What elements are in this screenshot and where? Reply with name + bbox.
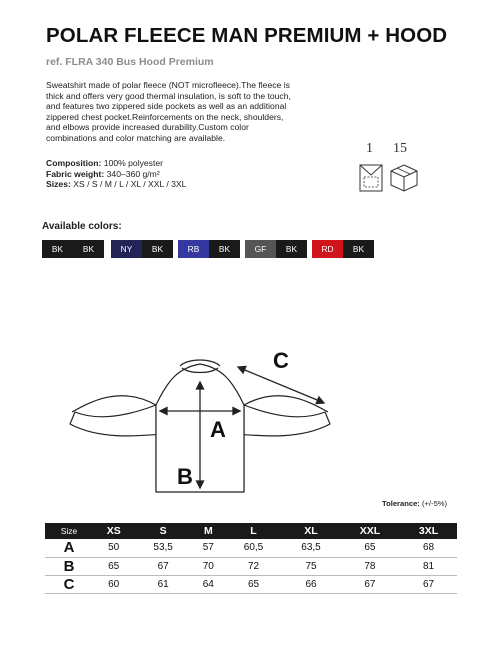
garment-measurement-diagram: [60, 340, 340, 500]
size-header-cell: L: [225, 523, 283, 539]
table-cell: 81: [400, 557, 457, 575]
table-row: [45, 557, 457, 575]
product-reference: ref. FLRA 340 Bus Hood Premium: [46, 56, 214, 68]
spec-composition: [46, 158, 186, 169]
tolerance-label: Tolerance:: [382, 499, 420, 508]
table-cell: 75: [282, 557, 340, 575]
poly-bag-icon: [358, 163, 384, 193]
table-cell: 72: [225, 557, 283, 575]
size-header-cell: XXL: [340, 523, 400, 539]
table-cell: 78: [340, 557, 400, 575]
color-swatch-gf[interactable]: [245, 240, 307, 258]
color-swatch-main: GF: [245, 240, 276, 258]
size-header-cell: XS: [93, 523, 134, 539]
color-swatch-accent: BK: [276, 240, 307, 258]
carton-box-icon: [389, 163, 419, 193]
table-cell: 64: [192, 575, 225, 593]
table-cell: 60: [93, 575, 134, 593]
row-label: C: [45, 575, 93, 593]
size-header-cell: M: [192, 523, 225, 539]
spec-sizes-label: Sizes:: [46, 179, 71, 190]
color-swatch-accent: BK: [209, 240, 240, 258]
color-swatch-accent: BK: [343, 240, 374, 258]
color-swatch-accent: BK: [73, 240, 104, 258]
spec-weight-value: 340–360 g/m²: [106, 168, 160, 179]
color-swatch-rd[interactable]: [312, 240, 374, 258]
size-header-cell: XL: [282, 523, 340, 539]
table-cell: 53,5: [134, 539, 192, 557]
size-header-cell: 3XL: [400, 523, 457, 539]
table-cell: 57: [192, 539, 225, 557]
table-row: [45, 575, 457, 593]
color-swatch-main: BK: [42, 240, 73, 258]
table-cell: 65: [93, 557, 134, 575]
spec-weight-label: Fabric weight:: [46, 168, 105, 179]
table-cell: 67: [134, 557, 192, 575]
size-chart-table: [45, 523, 457, 594]
spec-weight: [46, 169, 186, 180]
table-cell: 70: [192, 557, 225, 575]
table-cell: 61: [134, 575, 192, 593]
spec-list: [46, 158, 186, 190]
color-swatch-accent: BK: [142, 240, 173, 258]
table-cell: 60,5: [225, 539, 283, 557]
available-colors-label: Available colors:: [42, 221, 122, 232]
tolerance-note: [382, 499, 447, 508]
table-cell: 67: [400, 575, 457, 593]
table-cell: 65: [340, 539, 400, 557]
size-header-cell: S: [134, 523, 192, 539]
table-row: [45, 539, 457, 557]
table-cell: 65: [225, 575, 283, 593]
measure-label-b: B: [177, 464, 193, 489]
measure-label-a: A: [210, 417, 226, 442]
size-chart-header-row: [45, 523, 457, 539]
table-cell: 67: [340, 575, 400, 593]
color-swatch-main: RB: [178, 240, 209, 258]
spec-sizes: [46, 179, 186, 190]
table-cell: 68: [400, 539, 457, 557]
bag-quantity: 1: [366, 141, 373, 156]
table-cell: 66: [282, 575, 340, 593]
box-quantity: 15: [393, 141, 407, 156]
color-swatch-main: RD: [312, 240, 343, 258]
color-swatch-main: NY: [111, 240, 142, 258]
row-label: A: [45, 539, 93, 557]
spec-composition-value: 100% polyester: [103, 158, 164, 168]
size-header-label: Size: [45, 523, 93, 539]
tolerance-value: (+/-5%): [421, 499, 448, 508]
product-description: Sweatshirt made of polar fleece (NOT microfleece).The fleece is thick and offers very good thermal insulation, is soft to the touch, and features two zippered side pockets as well as an additional zippered chest pocket.Reinforcements on the neck, shoulders, and elbows provide increased durability.Custom color combinations and color matching are available.: [46, 80, 291, 143]
measure-label-c: C: [273, 348, 289, 373]
row-label: B: [45, 557, 93, 575]
table-cell: 63,5: [282, 539, 340, 557]
color-swatch-ny[interactable]: [111, 240, 173, 258]
product-title: POLAR FLEECE MAN PREMIUM + HOOD: [46, 24, 448, 47]
color-swatch-bk[interactable]: [42, 240, 104, 258]
spec-composition-label: Composition:: [46, 158, 102, 168]
color-swatch-rb[interactable]: [178, 240, 240, 258]
spec-sizes-value: XS / S / M / L / XL / XXL / 3XL: [73, 179, 187, 190]
table-cell: 50: [93, 539, 134, 557]
